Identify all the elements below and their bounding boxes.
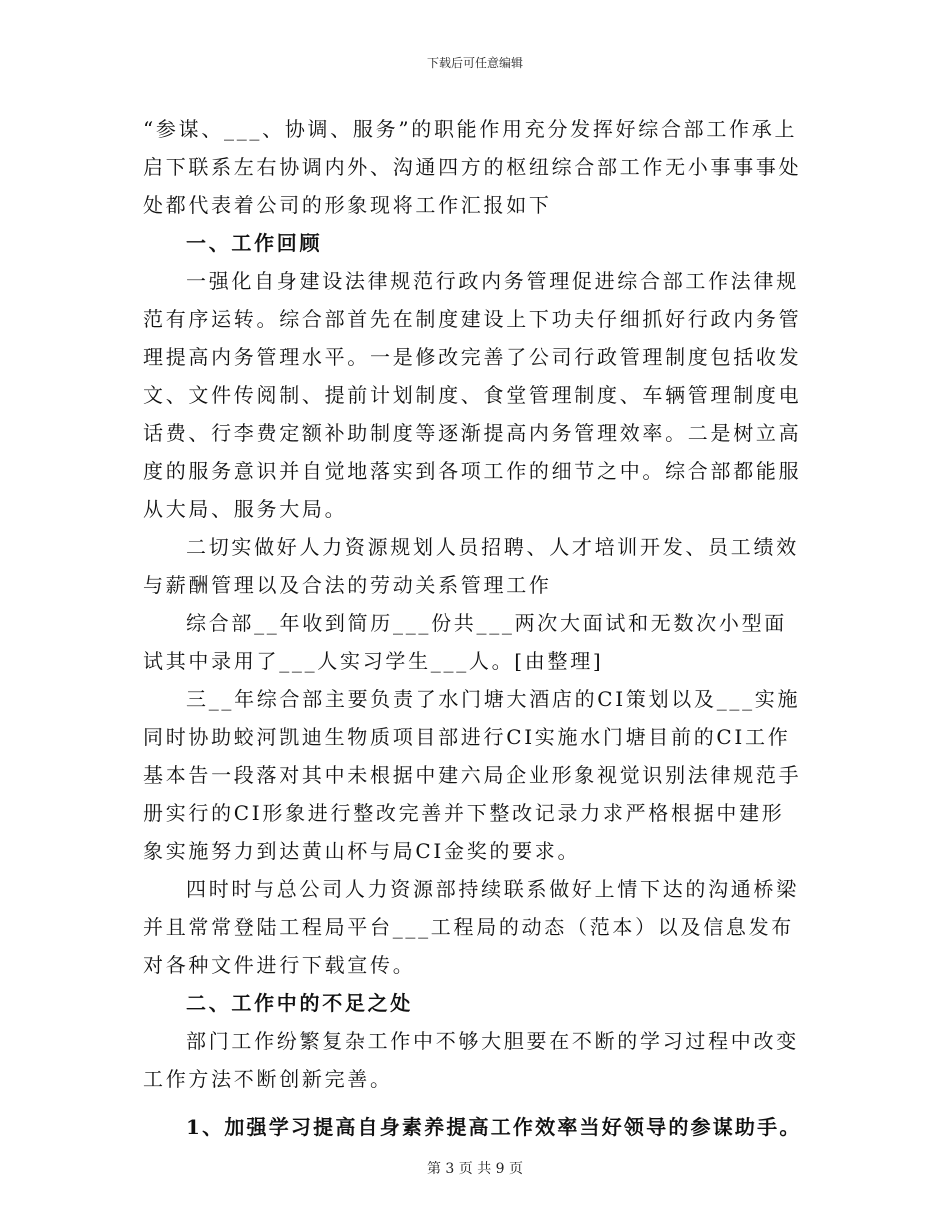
- document-body: [143, 110, 807, 1156]
- section-heading-shortcomings: 二、工作中的不足之处: [186, 991, 413, 1015]
- page-header: 下载后可任意编辑: [426, 56, 523, 70]
- paragraph-item-one: 一强化自身建设法律规范行政内务管理促进综合部工作法律规范有序运转。综合部首先在制度建设上下功夫仔细抓好行政内务管理提高内务管理水平。一是修改完善了公司行政管理制度包括收发文、文件传阅制、提前计划制度、食堂管理制度、车辆管理制度电话费、行李费定额补助制度等逐渐提高内务管理效率。二是树立高度的服务意识并自觉地落实到各项工作的细节之中。综合部都能服从大局、服务大局。: [143, 269, 802, 521]
- paragraph-shortcomings: 部门工作纷繁复杂工作中不够大胆要在不断的学习过程中改变工作方法不断创新完善。: [143, 1029, 799, 1091]
- paragraph-item-three: 三__年综合部主要负责了水门塘大酒店的CI策划以及___实施同时协助蛟河凯迪生物质项目部进行CI实施水门塘目前的CI工作基本告一段落对其中未根据中建六局企业形象视觉识别法律规范手册实行的CI形象进行整改完善并下整改记录力求严格根据中建形象实施努力到达黄山杯与局CI金奖的要求。: [143, 687, 802, 863]
- page-footer: 第 3 页 共 9 页: [426, 1161, 524, 1177]
- paragraph-item-four: 四时时与总公司人力资源部持续联系做好上情下达的沟通桥梁并且常常登陆工程局平台___工程局的动态（范本）以及信息发布对各种文件进行下载宣传。: [143, 877, 799, 977]
- section-heading-review: 一、工作回顾: [186, 231, 323, 255]
- paragraph-intro: “参谋、___、协调、服务”的职能作用充分发挥好综合部工作承上启下联系左右协调内外、沟通四方的枢纽综合部工作无小事事事处处都代表着公司的形象现将工作汇报如下: [143, 117, 802, 217]
- subheading-improve-learning: 1、加强学习提高自身素养提高工作效率当好领导的参谋助手。: [186, 1115, 802, 1139]
- paragraph-recruitment: 综合部__年收到简历___份共___两次大面试和无数次小型面试其中录用了___人实习学生___人。[由整理]: [143, 611, 787, 673]
- paragraph-item-two: 二切实做好人力资源规划人员招聘、人才培训开发、员工绩效与薪酬管理以及合法的劳动关系管理工作: [143, 535, 799, 597]
